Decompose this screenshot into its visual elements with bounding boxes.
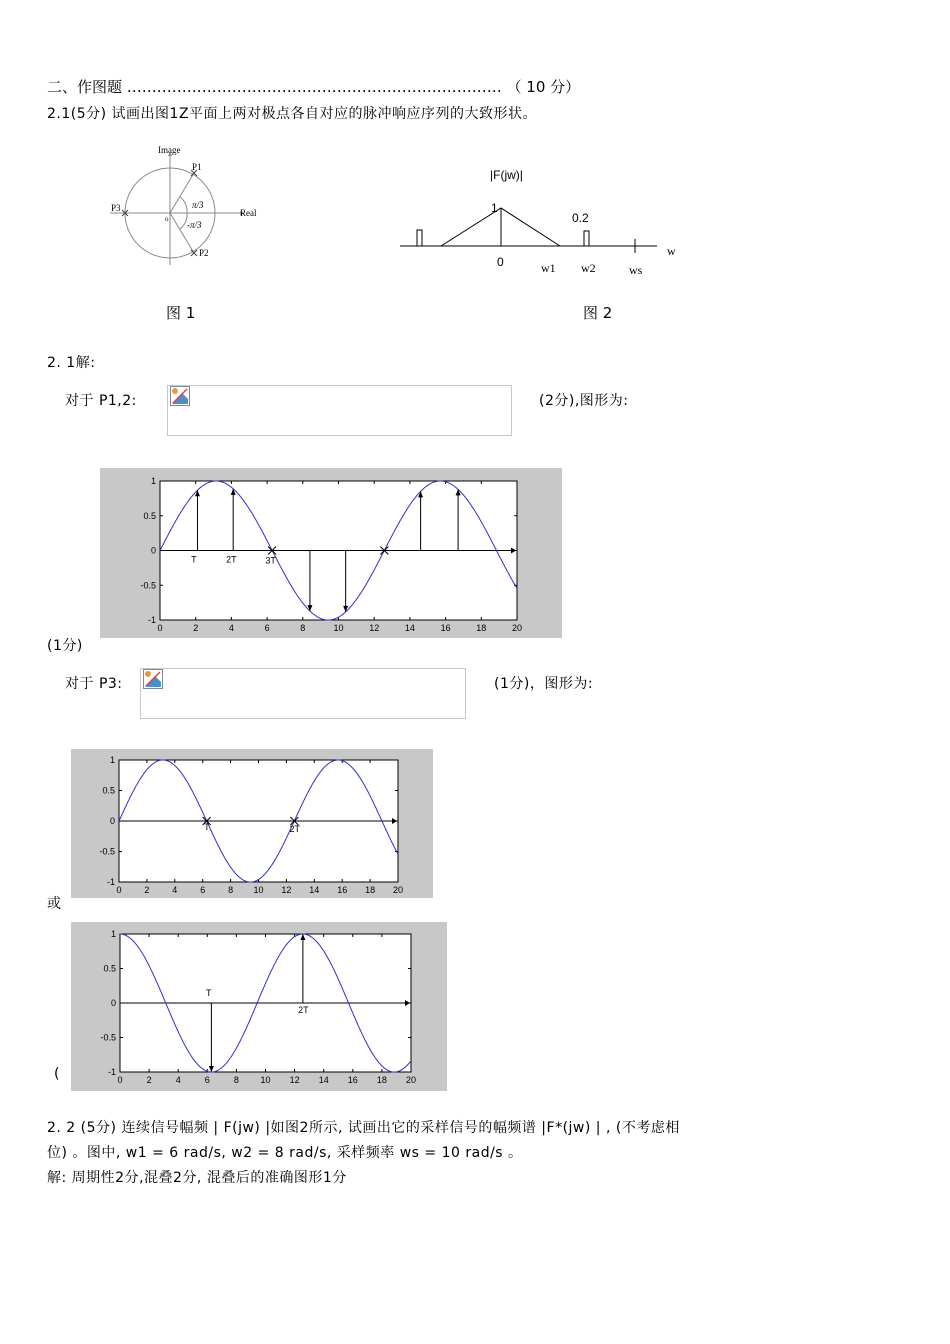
x-tick-label: 14 [309,885,320,895]
annotation-label: 3T [265,555,276,566]
broken-image-icon [143,669,163,689]
question-2-2-line1: 2. 2 (5分) 连续信号幅频 | F(jw) |如图2所示, 试画出它的采样信号的幅频谱 |F*(jw) | , (不考虑相 [47,1120,680,1136]
x-tick-label: 2 [144,885,150,895]
y-tick-label: -0.5 [99,846,115,857]
y-tick-label: 1 [150,476,156,486]
y-tick-label: -1 [106,877,115,887]
x-tick-label: 20 [405,1075,417,1085]
fig1-label-pi3: π/3 [192,200,204,210]
x-tick-label: 8 [300,623,306,633]
plot-1 [100,468,562,638]
formula-image-p3 [140,668,466,719]
x-tick-label: 18 [376,1075,387,1085]
plot-3 [71,922,447,1091]
or-text: 或 [47,896,62,912]
fig2-label-1: 1 [491,201,498,215]
y-tick-label: -0.5 [140,580,156,591]
y-tick-label: 0.5 [143,510,156,521]
y-tick-label: 0 [110,998,116,1008]
fig1-label-p3: P3 [111,203,121,213]
x-tick-label: 20 [392,885,404,895]
fig2-label-w2: w2 [581,261,596,275]
x-tick-label: 10 [253,885,264,895]
section-title: 二、作图题 ………………………………………………………………… （ 10 分） [47,78,581,96]
fig2-label-w: w [667,244,676,258]
y-tick-label: -1 [147,615,156,625]
annotation-label: 2T [226,554,237,565]
x-tick-label: 20 [511,623,523,633]
p12-score: (2分),图形为: [539,393,629,409]
x-tick-label: 12 [281,885,292,895]
y-tick-label: 0 [150,545,156,556]
y-tick-label: 1 [110,929,116,939]
figure-1-caption: 图 1 [166,304,196,322]
fig2-label-02: 0.2 [572,211,589,225]
x-tick-label: 0 [117,1075,123,1085]
x-tick-label: 16 [440,623,451,633]
fig1-label-p2: P2 [199,248,209,258]
x-tick-label: 0 [116,885,122,895]
formula-image-p12 [167,385,512,436]
p12-after: (1分) [47,638,83,654]
x-tick-label: 10 [260,1075,271,1085]
broken-image-icon [170,386,190,406]
figure-1-zplane [105,140,275,270]
annotation-label: T [206,988,212,998]
y-tick-label: 0 [109,816,115,826]
y-tick-label: 1 [109,755,115,765]
y-tick-label: 0.5 [102,785,115,796]
x-tick-label: 10 [333,623,344,633]
x-tick-label: 18 [365,885,376,895]
x-tick-label: 12 [289,1075,300,1085]
x-tick-label: 14 [404,623,415,633]
annotation-label: T [204,822,210,832]
question-2-1: 2.1(5分) 试画出图1Z平面上两对极点各自对应的脉冲响应序列的大致形状。 [47,106,538,122]
fig1-label-origin: o [165,215,169,223]
x-tick-label: 18 [476,623,487,633]
question-2-2-answer: 解: 周期性2分,混叠2分, 混叠后的准确图形1分 [47,1170,347,1186]
x-tick-label: 4 [228,623,234,633]
plot-2 [71,749,433,898]
paren-text: ( [54,1066,60,1082]
x-tick-label: 6 [200,885,206,895]
x-tick-label: 8 [233,1075,239,1085]
fig2-label-ws: ws [629,263,643,277]
x-tick-label: 14 [318,1075,329,1085]
x-tick-label: 2 [146,1075,152,1085]
fig1-label-p1: P1 [192,162,202,172]
answer-2-1-title: 2. 1解: [47,355,96,371]
x-tick-label: 16 [337,885,348,895]
fig1-label-image: Image [158,145,181,155]
x-tick-label: 6 [264,623,270,633]
fig1-label-mpi3: -π/3 [187,220,202,230]
annotation-label: 2T [289,824,301,834]
figure-2-spectrum [395,160,695,285]
figure-2-caption: 图 2 [583,304,613,322]
y-tick-label: -0.5 [100,1032,116,1043]
annotation-label: 2T [298,1005,309,1015]
x-tick-label: 6 [204,1075,210,1085]
fig1-label-real: Real [240,208,257,218]
x-tick-label: 4 [175,1075,181,1085]
p3-label: 对于 P3: [65,676,123,692]
x-tick-label: 12 [369,623,380,633]
y-tick-label: -1 [107,1067,116,1077]
fig2-title: |F(jw)| [490,168,523,182]
question-2-2-line2: 位) 。图中, w1 = 6 rad/s, w2 = 8 rad/s, 采样频率 ws = 10 rad/s 。 [47,1145,523,1161]
p3-score: (1分)，图形为: [494,676,594,692]
x-tick-label: 0 [157,623,163,633]
x-tick-label: 4 [172,885,178,895]
x-tick-label: 16 [347,1075,358,1085]
fig2-label-w1: w1 [541,261,556,275]
x-tick-label: 2 [193,623,199,633]
fig2-label-0: 0 [497,255,504,269]
p12-label: 对于 P1,2: [65,393,137,409]
annotation-label: T [191,554,197,565]
y-tick-label: 0.5 [103,963,116,974]
x-tick-label: 8 [228,885,234,895]
